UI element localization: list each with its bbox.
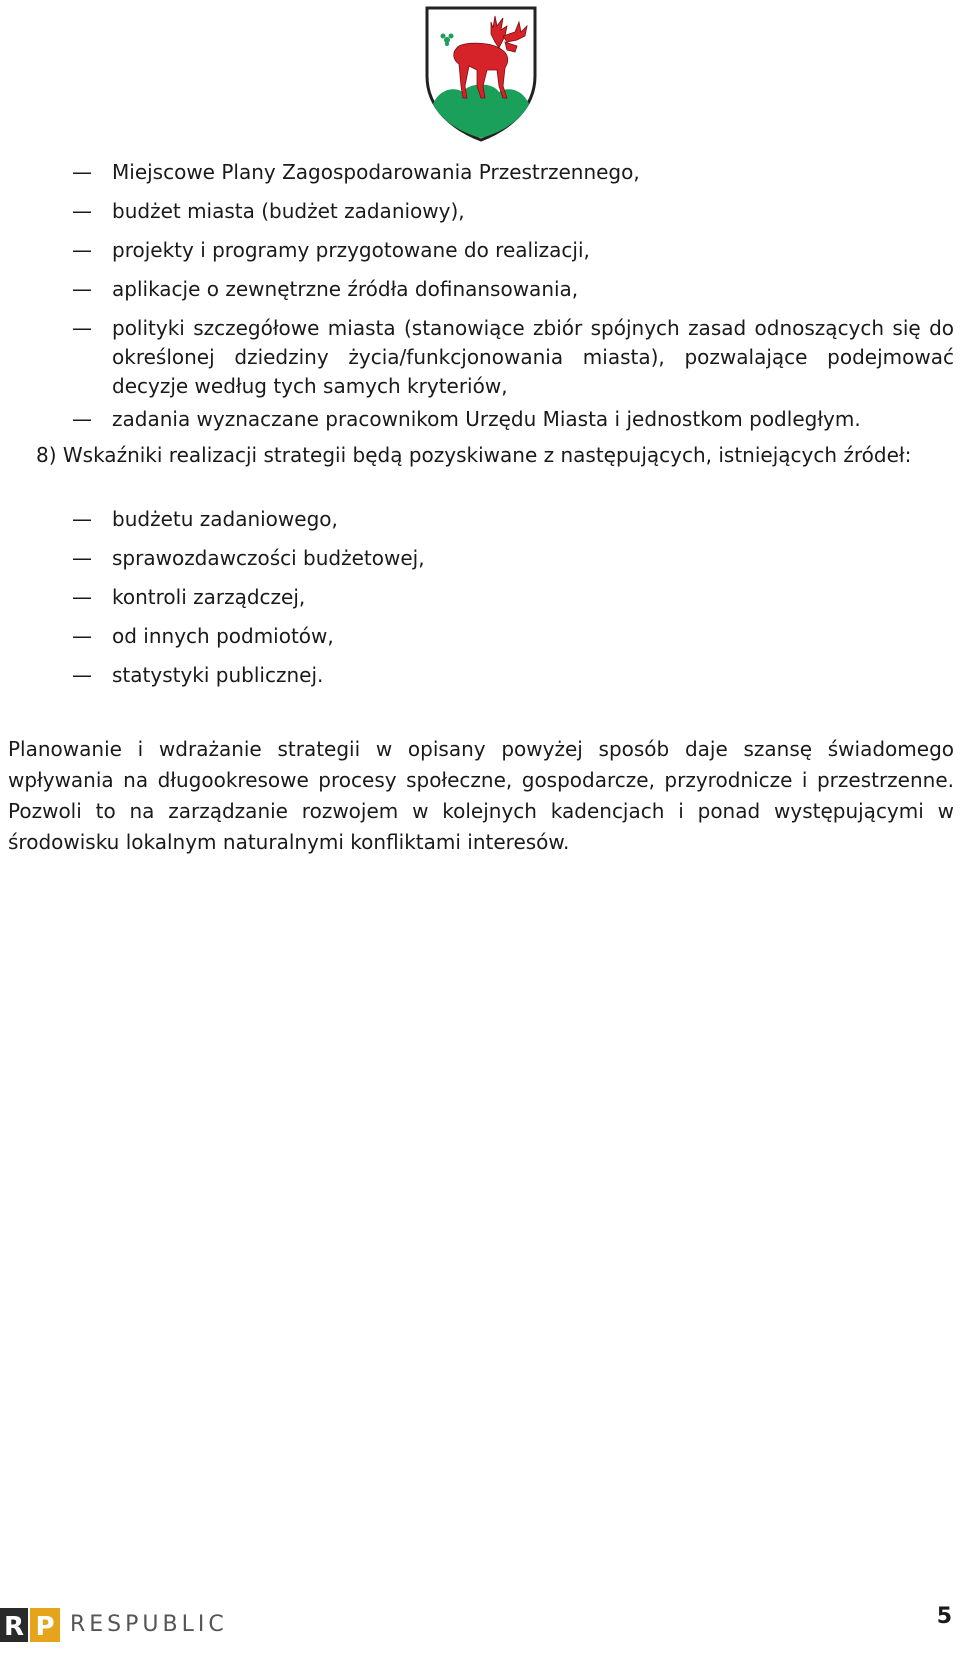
list-item (72, 158, 954, 187)
dash-bullet: — (72, 546, 92, 570)
list-item-text: kontroli zarządczej, (112, 585, 306, 609)
list-item-text: Miejscowe Plany Zagospodarowania Przestrzennego, (112, 160, 640, 184)
numbered-point-8: 8) Wskaźniki realizacji strategii będą pozyskiwane z następujących, istniejących źródeł: (36, 443, 912, 467)
list-item (72, 314, 954, 401)
dash-bullet: — (72, 277, 92, 301)
dash-bullet: — (72, 624, 92, 648)
dash-bullet: — (72, 199, 92, 223)
list-item-text: zadania wyznaczane pracownikom Urzędu Miasta i jednostkom podległym. (112, 407, 861, 431)
list-item (72, 544, 954, 573)
page-number: 5 (936, 1604, 952, 1629)
dash-bullet: — (72, 663, 92, 687)
svg-text:P: P (35, 1612, 55, 1642)
list-item-text: budżetu zadaniowego, (112, 507, 338, 531)
list-item (72, 622, 954, 651)
list-item-text: budżet miasta (budżet zadaniowy), (112, 199, 465, 223)
closing-paragraph: Planowanie i wdrażanie strategii w opisany powyżej sposób daje szansę świadomego wpływania na długookresowe procesy społeczne, gospodarcze, przyrodnicze i przestrzenne. Pozwoli to na zarządzanie rozwojem w kolejnych kadencjach i ponad występującymi w środowisku lokalnym naturalnymi konfliktami interesów. (8, 737, 954, 854)
list-item (72, 275, 954, 304)
dash-bullet: — (72, 316, 92, 340)
dash-bullet: — (72, 585, 92, 609)
list-item (72, 505, 954, 534)
list-item-text: sprawozdawczości budżetowej, (112, 546, 425, 570)
list-item-text: aplikacje o zewnętrzne źródła dofinansowania, (112, 277, 579, 301)
dash-bullet: — (72, 507, 92, 531)
list-item (72, 197, 954, 226)
list-item-text: od innych podmiotów, (112, 624, 334, 648)
list-item (72, 405, 954, 434)
brand-name: RESPUBLIC (70, 1612, 228, 1637)
svg-text:R: R (3, 1612, 25, 1642)
dash-bullet: — (72, 238, 92, 262)
list-item-text: statystyki publicznej. (112, 663, 324, 687)
city-coat-of-arms (423, 6, 539, 142)
list-item (72, 661, 954, 690)
dash-bullet: — (72, 407, 92, 431)
list-item-text: polityki szczegółowe miasta (stanowiące zbiór spójnych zasad odnoszących się do określonej dziedziny życia/funkcjonowania miasta), pozwalające podejmować decyzje według tych samych kryteriów, (112, 316, 954, 398)
list-item-text: projekty i programy przygotowane do realizacji, (112, 238, 590, 262)
list-item (72, 583, 954, 612)
list-item (72, 236, 954, 265)
dash-bullet: — (72, 160, 92, 184)
